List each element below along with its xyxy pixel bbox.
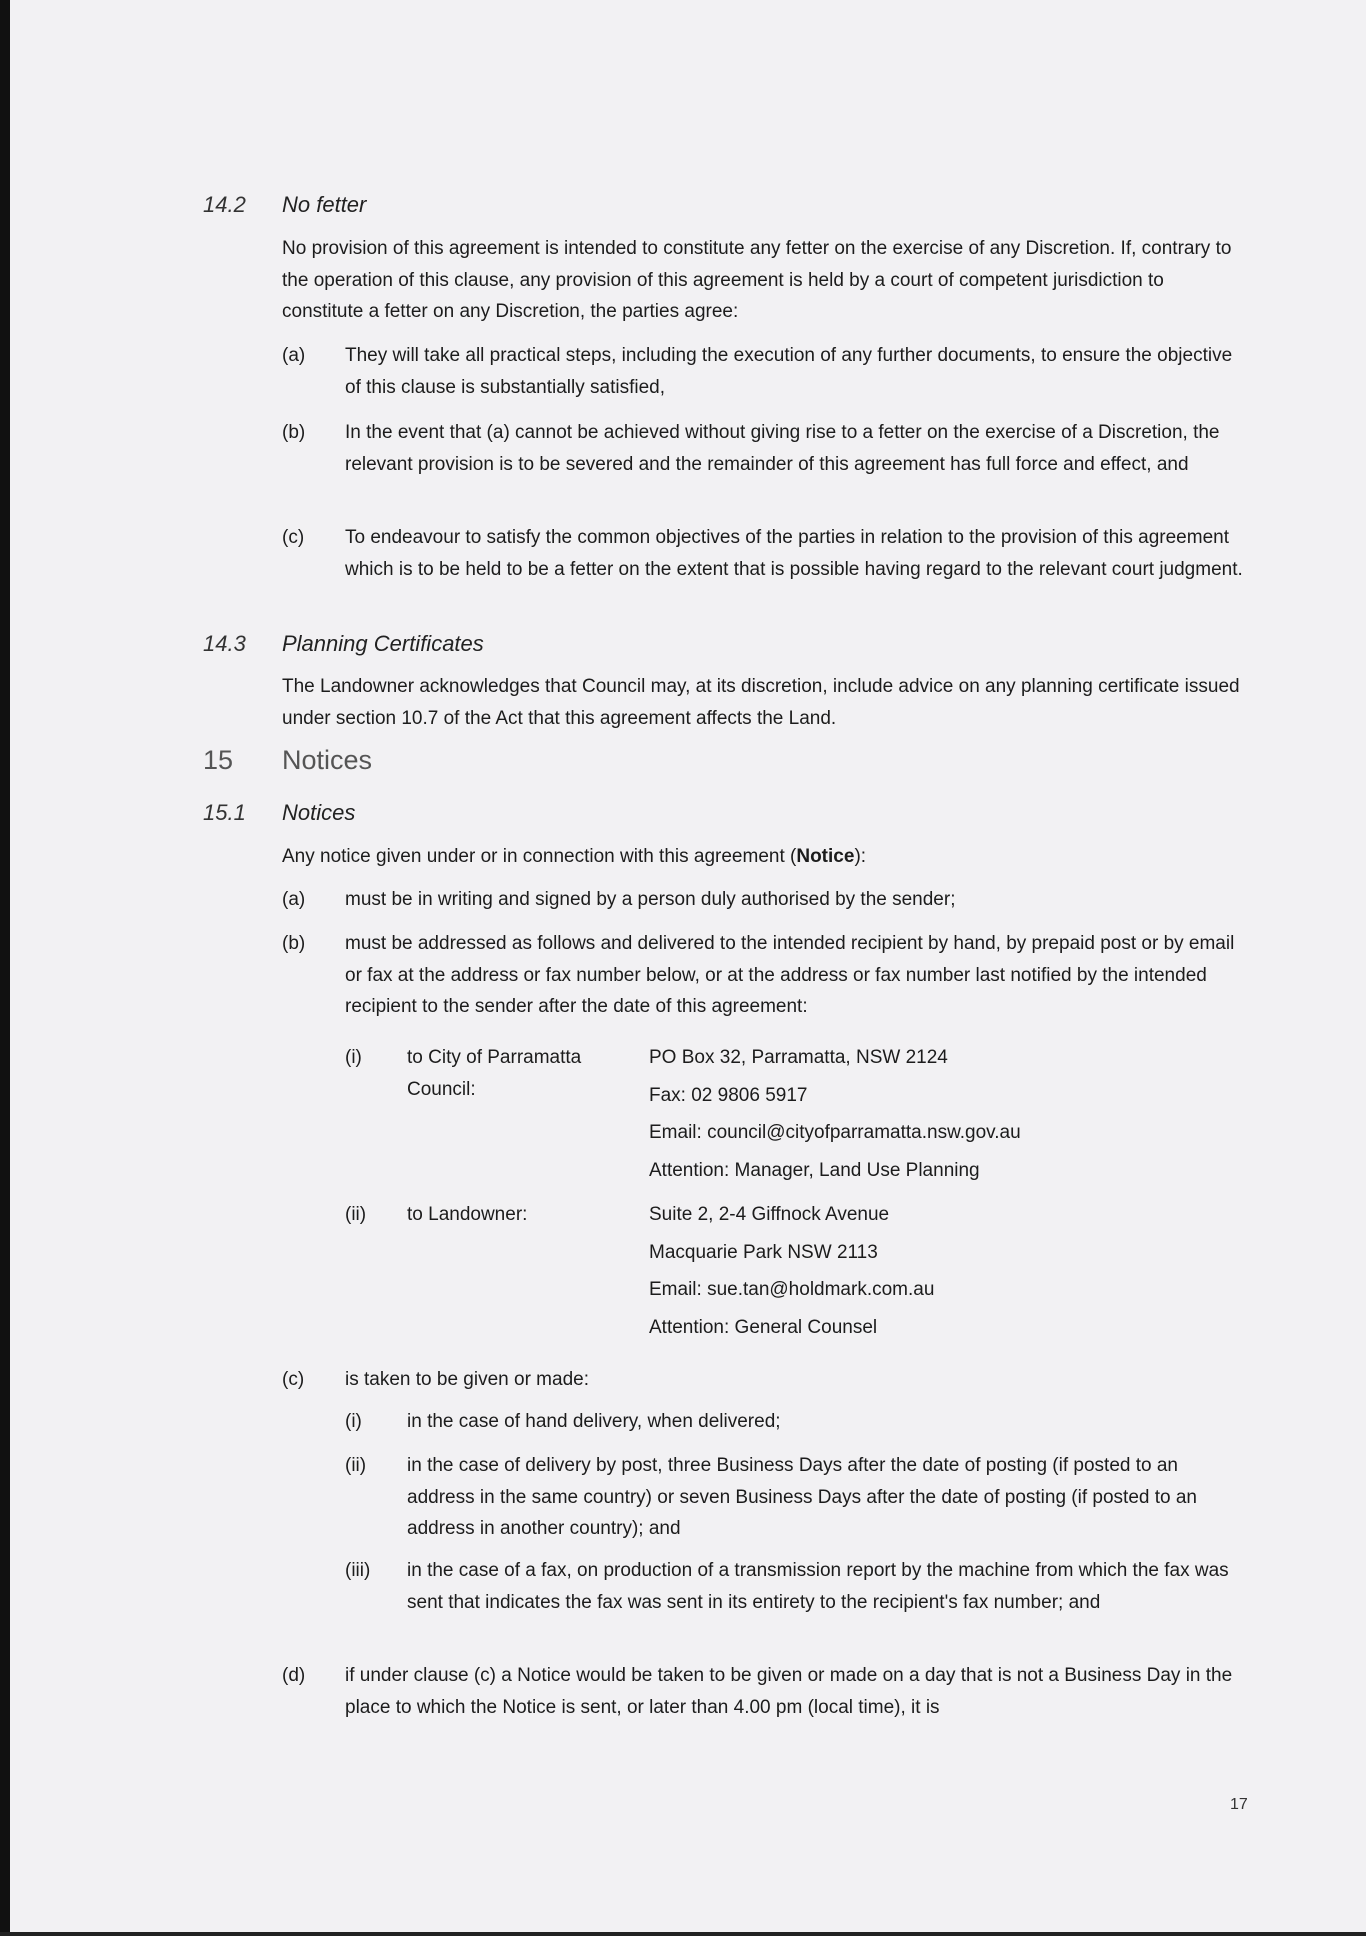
section-15-1-intro <box>282 841 1242 873</box>
section-number-14-3: 14.3 <box>203 631 246 656</box>
landowner-email: Email: sue.tan@holdmark.com.au <box>649 1279 935 1300</box>
item-text-15-1-d: if under clause (c) a Notice would be taken to be given or made on a day that is not a Business Day in the place to which the Notice is sent, or later than 4.00 pm (local time), it is <box>345 1665 1233 1718</box>
section-14-3-text: The Landowner acknowledges that Council may, at its discretion, include advice on any planning certificate issued under section 10.7 of the Act that this agreement affects the Land. <box>282 676 1240 729</box>
recipient-to-landowner: to Landowner: <box>407 1204 528 1225</box>
item-text-14-2-a: They will take all practical steps, including the execution of any further documents, to ensure the objective of this clause is substantially satisfied, <box>345 345 1233 398</box>
item-label-15-1-a: (a) <box>282 889 306 910</box>
council-email: Email: council@cityofparramatta.nsw.gov.au <box>649 1122 1021 1143</box>
council-attention: Attention: Manager, Land Use Planning <box>649 1160 980 1181</box>
section-number-15-1: 15.1 <box>203 800 246 825</box>
item-text-15-1-a: must be in writing and signed by a person duly authorised by the sender; <box>345 889 956 910</box>
landowner-address-line-2: Macquarie Park NSW 2113 <box>649 1242 878 1263</box>
council-fax: Fax: 02 9806 5917 <box>649 1085 808 1106</box>
landowner-attention: Attention: General Counsel <box>649 1317 878 1338</box>
section-number-15: 15 <box>203 745 234 775</box>
page-number: 17 <box>1230 1796 1248 1813</box>
item-label-15-1-d: (d) <box>282 1665 306 1686</box>
recipient-label-ii: (ii) <box>345 1204 367 1225</box>
recipient-to-council: to City of Parramatta Council: <box>407 1047 582 1100</box>
section-number-14-2: 14.2 <box>203 192 246 217</box>
sub-label-c-iii: (iii) <box>345 1560 371 1581</box>
intro-notice-bold: Notice <box>796 846 855 867</box>
section-title-15: Notices <box>282 745 373 775</box>
section-title-15-1: Notices <box>282 800 356 825</box>
sub-text-c-iii: in the case of a fax, on production of a transmission report by the machine from which the fax was sent that indicates the fax was sent in its entirety to the recipient's fax number; and <box>407 1560 1229 1613</box>
item-label-14-2-c: (c) <box>282 527 305 548</box>
sub-label-c-ii: (ii) <box>345 1455 367 1476</box>
sub-text-c-i: in the case of hand delivery, when delivered; <box>407 1411 781 1432</box>
item-label-15-1-c: (c) <box>282 1369 305 1390</box>
section-14-2-intro: No provision of this agreement is intended to constitute any fetter on the exercise of any Discretion. If, contrary to the operation of this clause, any provision of this agreement is held by a court of competent jurisdiction to constitute a fetter on any Discretion, the parties agree: <box>282 238 1232 322</box>
intro-text-end: ): <box>854 846 867 867</box>
section-title-14-3: Planning Certificates <box>282 631 484 656</box>
item-text-14-2-c: To endeavour to satisfy the common objectives of the parties in relation to the provision of this agreement which is to be held to be a fetter on the extent that is possible having regard to the relevant court judgment. <box>345 527 1243 580</box>
item-label-15-1-b: (b) <box>282 933 306 954</box>
item-text-15-1-b: must be addressed as follows and delivered to the intended recipient by hand, by prepaid post or by email or fax at the address or fax number below, or at the address or fax number last notified by the intended recipient to the sender after the date of this agreement: <box>345 933 1235 1017</box>
sub-label-c-i: (i) <box>345 1411 362 1432</box>
item-text-14-2-b: In the event that (a) cannot be achieved without giving rise to a fetter on the exercise of a Discretion, the relevant provision is to be severed and the remainder of this agreement has full force and effect, and <box>345 422 1220 475</box>
intro-text-start: Any notice given under or in connection with this agreement ( <box>282 846 797 867</box>
section-title-14-2: No fetter <box>282 192 367 217</box>
item-text-15-1-c: is taken to be given or made: <box>345 1369 589 1390</box>
recipient-label-i: (i) <box>345 1047 362 1068</box>
council-address: PO Box 32, Parramatta, NSW 2124 <box>649 1047 948 1068</box>
item-label-14-2-a: (a) <box>282 345 306 366</box>
landowner-address-line-1: Suite 2, 2-4 Giffnock Avenue <box>649 1204 890 1225</box>
item-label-14-2-b: (b) <box>282 422 306 443</box>
sub-text-c-ii: in the case of delivery by post, three Business Days after the date of posting (if posted to an address in the same country) or seven Business Days after the date of posting (if posted to an address in another country); and <box>407 1455 1197 1539</box>
